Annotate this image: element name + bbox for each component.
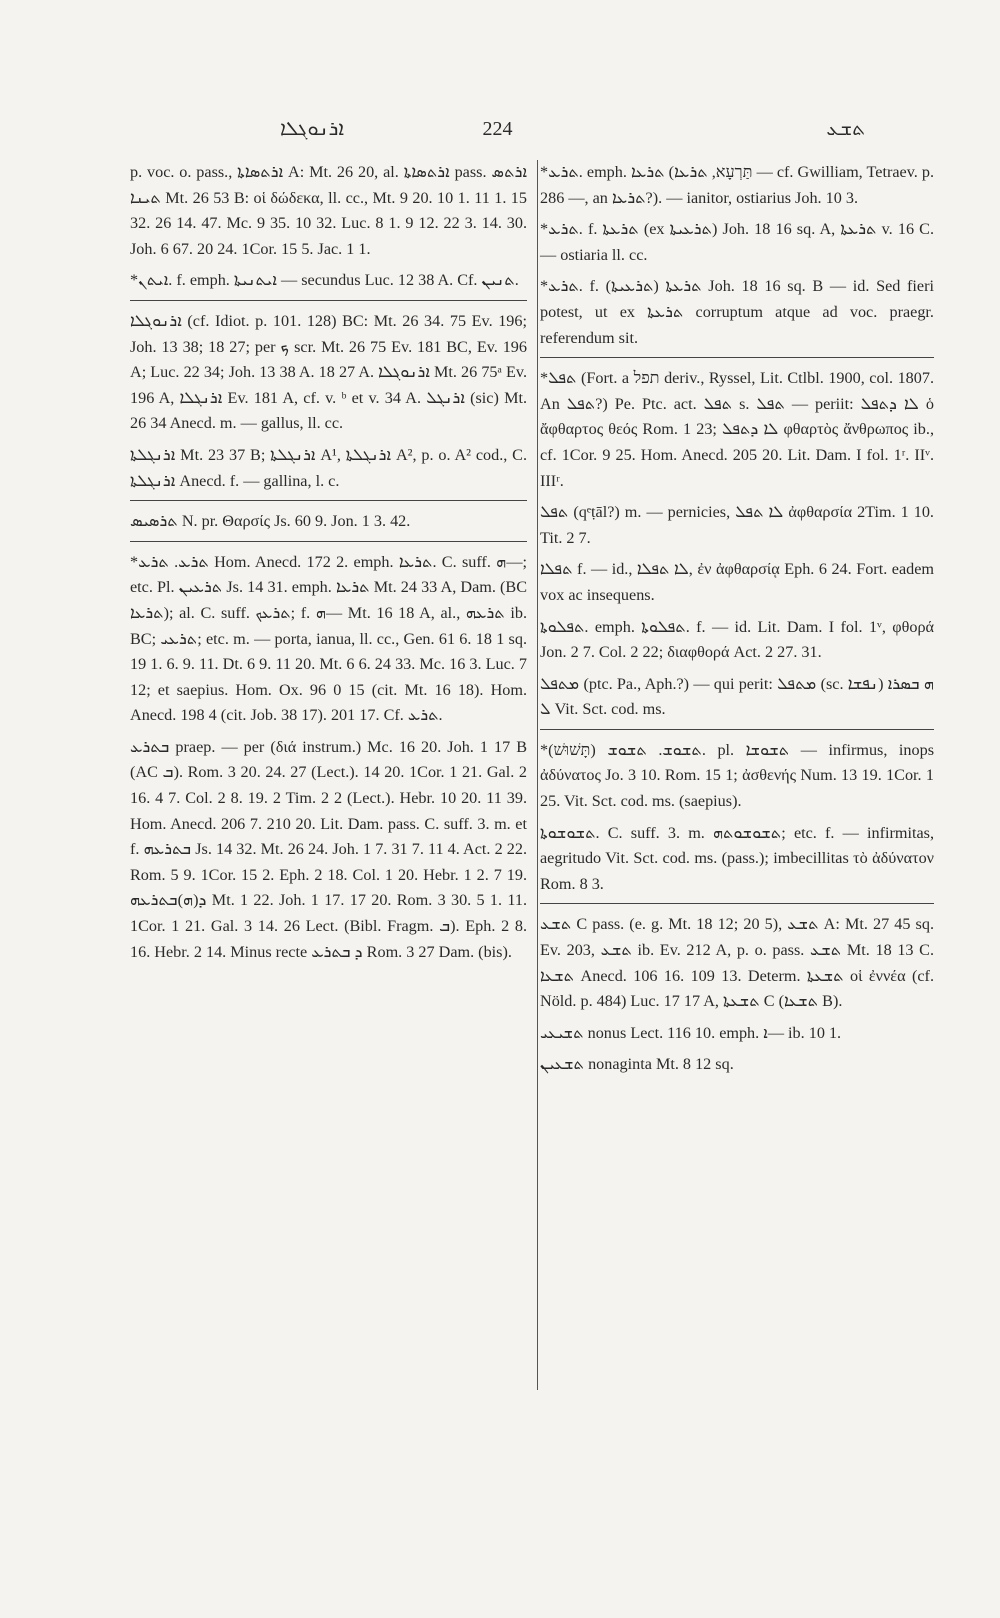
entry: *ܐܝܬܢ. f. emph. ܐܝܬܢܝܬܐ — secundus Luc. 12 38 A. Cf. ܬܢܝܢ. <box>130 271 519 290</box>
right-column <box>540 160 934 1084</box>
entry-separator <box>540 903 934 904</box>
entry: ܡܬܦܠ (ptc. Pa., Aph.?) — qui perit: ܡܬܦܠ (sc. ܢܦܫܐ) ܗ ܒܣܪܐ ܠ Vit. Sct. cod. ms. <box>540 674 935 719</box>
left-column <box>130 160 527 971</box>
entry: ܬܫܝܥܝ nonus Lect. 116 10. emph. ܐ— ib. 10 1. <box>540 1023 842 1042</box>
entry: *ܬܪܥ. ܬܪܥ Hom. Anecd. 172 2. emph. ܬܪܥܐ. C. suff. ܗ—; etc. Pl. ܬܪܥܝܢ Js. 14 31. emph. ܬܪܥܐ Mt. 24 33 A, Dam. (BC ܬܪܥܐ); al. C. suff. ܬܪܥܟ; f. ܗ— Mt. 16 18 A, al., ܬܪܥܗ ib. BC; ܬܪܥܝ; etc. m. — porta, ianua, ll. cc., Gen. 61 6. 18 1 sq. 19 1. 6. 9. 11. Dt. 6 9. 11 20. Mt. 6 6. 24 33. Mc. 16 3. Luc. 7 12; et saepius. Hom. Ox. 96 0 15 (cit. Mt. 16 18). Hom. Anecd. 198 4 (cit. Job. 38 17). 201 17. Cf. ܬܪܥ. <box>130 552 528 725</box>
header-right-word: ܬܫܥ <box>826 118 865 140</box>
entry: ܬܦܠܘܬܐ. emph. ܬܦܠܘܬܐ. f. — id. Lit. Dam. I fol. 1ᵛ, φθορά Jon. 2 7. Col. 2 22; διαφθορά Act. 2 27. 31. <box>540 617 934 662</box>
entry: ܬܫܥܝܢ nonaginta Mt. 8 12 sq. <box>540 1055 734 1074</box>
entry: *ܬܫܘܫ. ܬܫܘܫ (תָּשׁוּשׁ). pl. ܬܫܘܫܐ — infirmus, inops ἀδύνατος Jo. 3 10. Rom. 15 1; ἀσθενής Num. 13 19. 1Cor. 1 25. Vit. Sct. cod. ms. (saepius). <box>540 740 934 811</box>
entry: ܒܬܪܥ praep. — per (διά instrum.) Mc. 16 20. Joh. 1 17 B (AC ܒ). Rom. 3 20. 24. 27 (Lect.). 14 20. 1Cor. 1 21. Gal. 2 16. 4 7. Col. 2 8. 19. 2 Tim. 2 2 (Lect.). Hebr. 10 20. 11 39. Hom. Anecd. 206 7. 210 20. Lit. Dam. pass. C. suff. 3. m. et f. ܒܬܪܥܗ Js. 14 32. Mt. 26 24. Joh. 1 7. 31 7. 11 4. Act. 2 22. Rom. 5 9. 1Cor. 15 2. Eph. 2 18. Col. 1 20. Hebr. 1 2. 7 19. ܕ(ܗ)ܒܬܪܥܗ Mt. 1 22. Joh. 1 17. 17 20. Rom. 3 30. 5 1. 11. 1Cor. 1 21. Gal. 3 14. 26 Lect. (Bibl. Fragm. ܒ). Eph. 2 8. 16. Hebr. 2 14. Minus recte ܕ ܒܬܪܥ Rom. 3 27 Dam. (bis). <box>130 737 528 961</box>
entry: ܬܪܣܝܣ N. pr. Θαρσίς Js. 60 9. Jon. 1 3. 42. <box>130 512 411 531</box>
header-left-word: ܐܪܢܘܓܠܐ <box>280 118 344 140</box>
entry: ܬܫܥ C pass. (e. g. Mt. 18 12; 20 5), ܬܫܥ A: Mt. 27 45 sq. Ev. 203, ܬܫܥ ib. Ev. 212 A, p. o. pass. ܬܫܥ Mt. 18 13 C. ܬܫܥܐ Anecd. 106 16. 109 13. Determ. ܬܫܥܬܐ οἱ ἐννέα (cf. Nöld. p. 484) Luc. 17 17 A, ܬܫܥܬܐ C (ܬܫܥܐ B). <box>540 915 934 1011</box>
entry-separator <box>130 541 527 542</box>
entry: *ܬܪܥ. emph. ܬܪܥܐ (תַּרְעָא, ܬܪܥܐ — cf. Gwilliam, Tetraev. p. 286 —, an ܬܪܥܐ?). — ianitor, ostiarius Joh. 10 3. <box>540 163 935 207</box>
page-number: 224 <box>482 118 513 140</box>
entry: ܬܦܠܐ f. — id., ܠܐ ܬܦܠܐ, ἐν ἀφθαρσίᾳ Eph. 6 24. Fort. eadem vox ac insequens. <box>540 560 934 604</box>
entry-separator <box>540 729 934 730</box>
entry: *ܬܪܥ. f. ܬܪܥܬܐ (ex ܬܪܥܝܬܐ) Joh. 18 16 sq. A, ܬܪܥܬܐ v. 16 C. — ostiaria ll. cc. <box>540 220 935 264</box>
column-divider <box>537 160 538 1390</box>
entry-separator <box>130 500 527 501</box>
entry: ܬܫܘܫܘܬܐ. C. suff. 3. m. ܬܫܘܫܘܬܗ; etc. f. — infirmitas, aegritudo Vit. Sct. cod. ms. (pass.); imbecillitas τὸ ἀδύνατον Rom. 8 3. <box>540 823 934 893</box>
entry: *ܬܦܠ (Fort. a תפל deriv., Ryssel, Lit. Ctlbl. 1900, col. 1807. An ܬܦܠ?) Pe. Ptc. act. ܬܦܠ s. ܬܦܠ — periit: ܠܐ ܕܬܦܠ ὁ ἄφθαρτος θεός Rom. 1 23; ܠܐ ܕܬܦܠ φθαρτὸς ἄνθρωπος ib., cf. 1Cor. 9 25. Hom. Anecd. 205 20. Lit. Dam. I fol. 1ʳ. IIᵛ. IIIʳ. <box>540 369 935 490</box>
entry-separator <box>540 357 934 358</box>
entry-separator <box>130 300 527 301</box>
entry: *ܬܪܥ. f. ܬܪܥܬܐ (ܬܪܥܝܬܐ) Joh. 18 16 sq. B — id. Sed fieri potest, ut ex ܬܪܥܬܐ corruptum atque ad voc. praegr. referendum sit. <box>540 277 935 347</box>
running-header <box>130 118 865 148</box>
entry: p. voc. o. pass., ܐܪܬܣܐܬܐ A: Mt. 26 20, al. ܐܪܬܣܐܬܐ pass. ܐܪܬܣ ܬܝܢܐ Mt. 26 53 B: οἱ δώδεκα, ll. cc., Mt. 9 20. 10 1. 11 1. 15 32. 26 14. 47. Mc. 9 35. 10 32. Luc. 8 1. 9 12. 22 3. 14. 30. Joh. 6 67. 20 24. 1Cor. 15 5. Jac. 1 1. <box>130 163 527 258</box>
entry: ܐܪܢܘܓܠܐ (cf. Idiot. p. 101. 128) BC: Mt. 26 34. 75 Ev. 196; Joh. 13 38; 18 27; per ܟ scr. Mt. 26 75 Ev. 181 BC, Ev. 196 A; Luc. 22 34; Joh. 13 38 A. 18 27 A. ܐܪܢܘܓܠܐ Mt. 26 75ᵃ Ev. 196 A, ܐܪܢܓܠܐ Ev. 181 A, cf. v. ᵇ et v. 34 A. ܐܪܢܓܠ (sic) Mt. 26 34 Anecd. m. — gallus, ll. cc. <box>130 311 528 433</box>
entry: ܐܪܢܓܠܬܐ Mt. 23 37 B; ܐܪܢܓܠܬܐ A¹, ܐܪܢܓܠܬܐ A², p. o. A² cod., C. ܐܪܢܓܠܬܐ Anecd. f. — gallina, l. c. <box>130 445 527 490</box>
entry: ܬܦܠ (qᵉṭāl?) m. — pernicies, ܠܐ ܬܦܠ ἀφθαρσία 2Tim. 1 10. Tit. 2 7. <box>540 503 934 547</box>
